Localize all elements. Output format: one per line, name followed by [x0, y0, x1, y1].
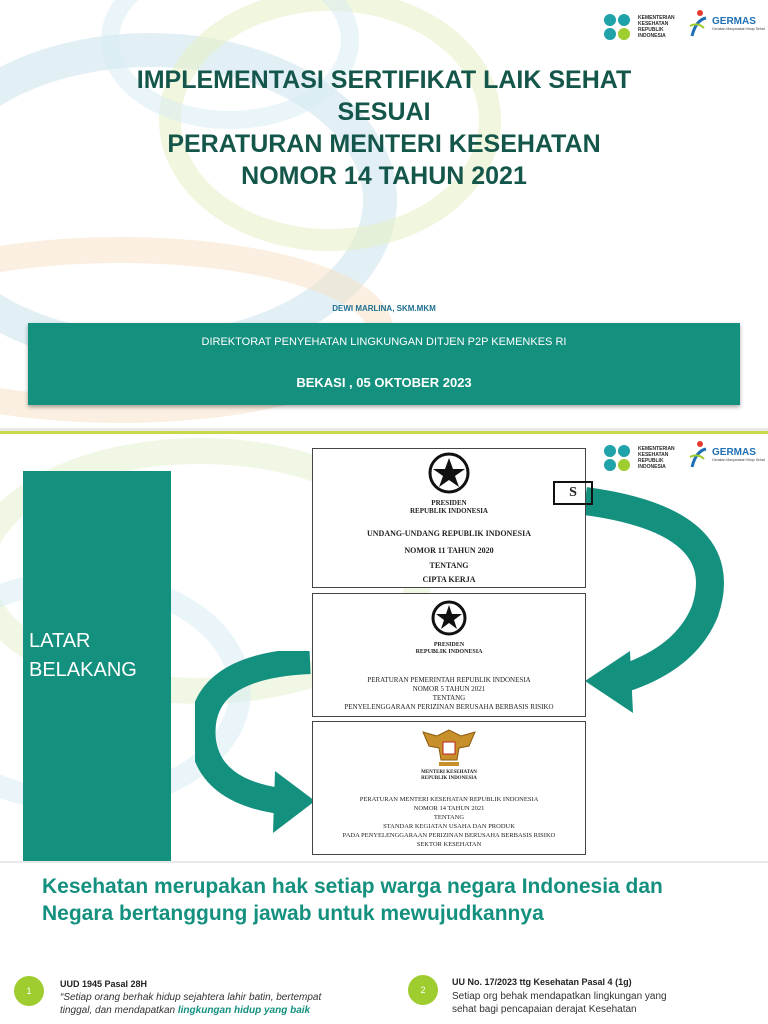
germas-label: GERMAS — [712, 446, 756, 458]
garuda-pancasila-emblem-icon — [419, 726, 479, 768]
garuda-star-emblem-icon — [411, 451, 487, 497]
ref-body — [60, 991, 400, 1017]
latar-line: LATAR — [29, 630, 91, 652]
presentation-title — [60, 64, 708, 192]
doc-line: SEKTOR KESEHATAN — [416, 841, 482, 848]
germas-logo — [688, 8, 765, 38]
doc-line: UNDANG-UNDANG REPUBLIK INDONESIA — [366, 529, 531, 538]
doc-header-line: PRESIDEN — [431, 499, 467, 507]
latar-belakang-box — [23, 471, 171, 861]
ref-title: UU No. 17/2023 ttg Kesehatan Pasal 4 (1g) — [452, 977, 632, 987]
title-line: SESUAI — [337, 98, 431, 126]
curved-arrow-left — [195, 651, 325, 841]
germas-figure-icon — [688, 439, 708, 469]
doc-line: NOMOR 11 TAHUN 2020 — [404, 546, 494, 555]
curved-arrow-right — [585, 481, 735, 721]
doc-header-line: REPUBLIK INDONESIA — [415, 649, 483, 655]
author-name: DEWI MARLINA, SKM.MKM — [332, 304, 436, 313]
doc-line: PADA PENYELENGGARAAN PERIZINAN BERUSAHA BERBASIS RISIKO — [342, 832, 556, 839]
kemkes-line: INDONESIA — [638, 33, 666, 39]
doc-line: PENYELENGGARAAN PERIZINAN BERUSAHA BERBASIS RISIKO — [344, 703, 554, 711]
doc-line: NOMOR 14 TAHUN 2021 — [413, 805, 485, 812]
ref-line: “Setiap orang berhak hidup sejahtera lahir batin, bertempat — [60, 992, 322, 1003]
doc-line: STANDAR KEGIATAN USAHA DAN PRODUK — [383, 823, 515, 830]
germas-logo — [688, 439, 765, 469]
rights-heading — [42, 873, 762, 927]
document-pmk-14-2021 — [312, 721, 586, 855]
kemkes-icon — [600, 10, 634, 44]
kemkes-logo — [600, 441, 675, 475]
title-line: IMPLEMENTASI SERTIFIKAT LAIK SEHAT — [136, 66, 632, 94]
background-slide — [0, 431, 768, 861]
kemkes-line: KESEHATAN — [638, 452, 669, 458]
doc-line: TENTANG — [432, 694, 466, 702]
ref-line-part: tinggal, dan mendapatkan — [60, 1005, 178, 1016]
germas-sub-label: Gerakan Masyarakat Hidup Sehat — [712, 457, 765, 462]
kemkes-line: KEMENTERIAN — [638, 15, 675, 21]
info-band — [28, 323, 740, 405]
germas-figure-icon — [688, 8, 708, 38]
title-line: PERATURAN MENTERI KESEHATAN — [167, 130, 601, 158]
document-badge: S — [553, 481, 593, 505]
directorate-label: DIREKTORAT PENYEHATAN LINGKUNGAN DITJEN P2P KEMENKES RI — [201, 336, 567, 348]
document-pp-5-2021 — [312, 593, 586, 717]
kemkes-line: KESEHATAN — [638, 21, 669, 27]
ref-highlight: lingkungan hidup yang baik — [177, 1005, 311, 1016]
kemkes-line: REPUBLIK — [638, 27, 664, 33]
germas-sub-label: Gerakan Masyarakat Hidup Sehat — [712, 26, 765, 31]
doc-line: PERATURAN PEMERINTAH REPUBLIK INDONESIA — [367, 676, 531, 684]
doc-header-line: PRESIDEN — [433, 642, 465, 648]
doc-line: CIPTA KERJA — [422, 575, 476, 584]
ref-title: UUD 1945 Pasal 28H — [60, 979, 148, 989]
kemkes-icon — [600, 441, 634, 475]
ref-line: Setiap org behak mendapatkan lingkungan yang — [452, 991, 667, 1002]
title-line: NOMOR 14 TAHUN 2021 — [241, 162, 527, 190]
ref-line: sehat bagi pencapaian derajat Kesehatan — [452, 1004, 637, 1015]
doc-header-line: REPUBLIK INDONESIA — [421, 776, 477, 781]
kemkes-line: INDONESIA — [638, 464, 666, 470]
doc-header-line: REPUBLIK INDONESIA — [410, 507, 488, 515]
garuda-star-emblem-icon — [429, 598, 469, 638]
document-uu-11-2020 — [312, 448, 586, 588]
doc-line: PERATURAN MENTERI KESEHATAN REPUBLIK INDONESIA — [359, 796, 539, 803]
heading-line: Kesehatan merupakan hak setiap warga negara Indonesia dan — [42, 875, 663, 898]
heading-line: Negara bertanggung jawab untuk mewujudkannya — [42, 902, 544, 925]
kemkes-logo — [600, 10, 675, 44]
doc-line: TENTANG — [433, 814, 465, 821]
doc-header-line: MENTERI KESEHATAN — [421, 770, 477, 775]
latar-line: BELAKANG — [29, 659, 137, 681]
germas-label: GERMAS — [712, 15, 756, 27]
ref-body — [452, 990, 752, 1016]
rights-slide — [0, 863, 768, 1024]
doc-line: TENTANG — [429, 561, 469, 570]
doc-line: NOMOR 5 TAHUN 2021 — [412, 685, 486, 693]
kemkes-line: KEMENTERIAN — [638, 446, 675, 452]
ref-number-badge: 1 — [14, 976, 44, 1006]
place-date-label: BEKASI , 05 OKTOBER 2023 — [296, 375, 472, 390]
ref-number-badge: 2 — [408, 975, 438, 1005]
kemkes-line: REPUBLIK — [638, 458, 664, 464]
title-slide — [0, 0, 768, 428]
